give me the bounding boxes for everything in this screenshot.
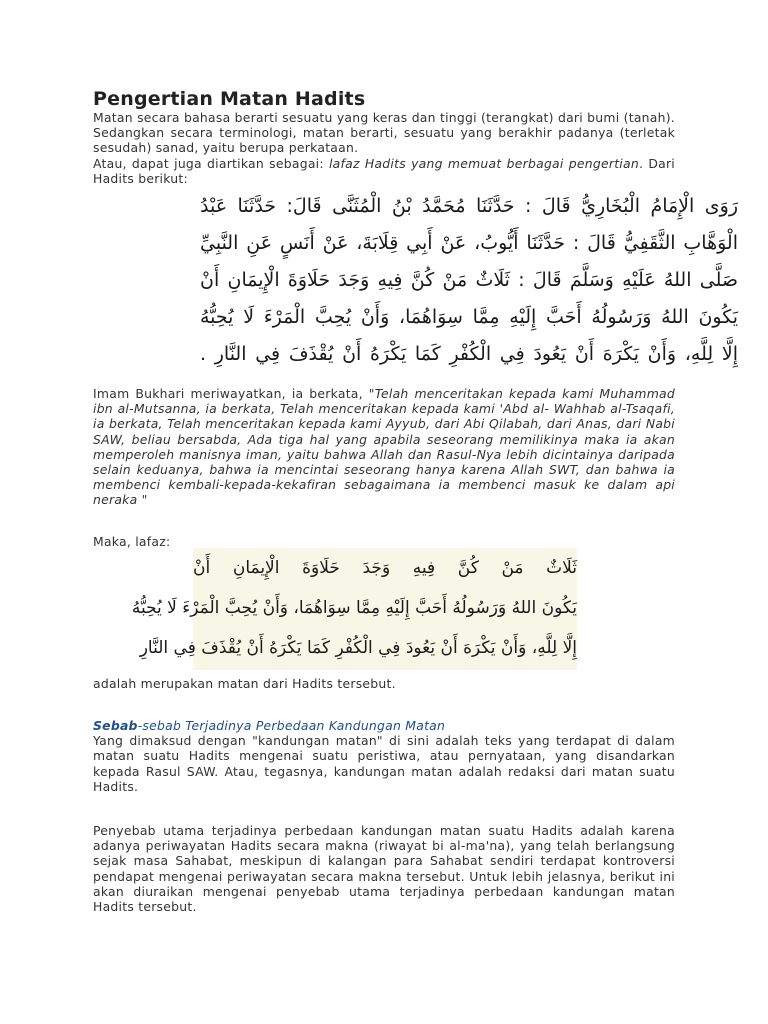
page-title: Pengertian Matan Hadits bbox=[93, 88, 366, 110]
document-page bbox=[93, 88, 675, 186]
arabic-line: صَلَّى اللهُ عَلَيْهِ وَسَلَّمَ قَالَ : ثَلَاثٌ مَنْ كُنَّ فِيهِ وَجَدَ حَلَاوَةَ الْإِيمَانِ أَنْ bbox=[200, 269, 738, 291]
alt-def-emphasis: lafaz Hadits yang memuat berbagai pengertian bbox=[328, 155, 639, 171]
translation-section bbox=[93, 386, 675, 508]
section-two bbox=[93, 718, 675, 794]
section-heading-rest: -sebab Terjadinya Perbedaan Kandungan Matan bbox=[137, 718, 446, 733]
alt-def-end: . Dari Hadits berikut: bbox=[93, 155, 675, 186]
conclusion-wrap bbox=[93, 676, 675, 691]
arabic-line: رَوَى الْإِمَامُ الْبُخَارِيُّ قَالَ : حَدَّثَنَا مُحَمَّدُ بْنُ الْمُثَنَّى قَالَ: حَدَّثَنَا عَبْدُ bbox=[200, 195, 738, 217]
translation-quote: Telah menceritakan kepada kami Muhammad ibn al-Mutsanna, ia berkata, Telah menceritakan kepada kami 'Abd al- Wahhab al-Tsaqafi, ia berkata, Telah menceritakan kepada kami Ayyub, dari Abi Qilabah, dari Anas, dari Nabi SAW, beliau bersabda, Ada tiga hal yang apabila seseorang memilikinya maka ia akan memperoleh manisnya iman, yaitu bahwa Allah dan Rasul-Nya lebih dicintainya daripada selain keduanya, bahwa ia mencintai seseorang hanya karena Allah SWT, dan bahwa ia membenci kembali-kepada-kekafiran sebagaimana ia membenci masuk ke dalam api neraka " bbox=[93, 386, 675, 508]
arabic-line: إِلَّا لِلَّهِ، وَأَنْ يَكْرَهَ أَنْ يَعُودَ فِي الْكُفْرِ كَمَا يَكْرَهُ أَنْ يُقْذَفَ فِي النَّارِ . bbox=[200, 343, 738, 365]
arabic-hadith-image bbox=[200, 188, 738, 374]
alt-def-start: Atau, dapat juga diartikan sebagai: bbox=[93, 155, 329, 171]
content-definition-paragraph: Yang dimaksud dengan "kandungan matan" di sini adalah teks yang terdapat di dalam matan suatu Hadits mengenai suatu peristiwa, atau pernyataan, yang disandarkan kepada Rasul SAW. Atau, tegasnya, kandungan matan adalah redaksi dari matan suatu Hadits. bbox=[93, 733, 675, 794]
arabic-line: ثَلَاثٌ مَنْ كُنَّ فِيهِ وَجَدَ حَلَاوَةَ الْإِيمَانِ أَنْ bbox=[193, 558, 577, 578]
section-heading bbox=[93, 718, 675, 733]
lafaz-label-wrap bbox=[93, 534, 675, 549]
conclusion-paragraph: adalah merupakan matan dari Hadits tersebut. bbox=[93, 676, 396, 691]
definition-paragraph: Matan secara bahasa berarti sesuatu yang keras dan tinggi (terangkat) dari bumi (tanah). Sedangkan secara terminologi, matan berarti, sesuatu yang berakhir padanya (terletak sesudah) sanad, yaitu berupa perkataan. bbox=[93, 110, 675, 156]
section-heading-first: Sebab bbox=[93, 718, 138, 733]
arabic-matan-image bbox=[131, 548, 577, 670]
lafaz-label: Maka, lafaz: bbox=[93, 534, 171, 549]
arabic-line: يَكُونَ اللهُ وَرَسُولُهُ أَحَبَّ إِلَيْهِ مِمَّا سِوَاهُمَا، وَأَنْ يُحِبَّ الْمَرْءَ لَا يُحِبُّهُ bbox=[200, 306, 738, 328]
arabic-line: الْوَهَّابِ الثَّقَفِيُّ قَالَ : حَدَّثَنَا أَيُّوبُ، عَنْ أَبِي قِلَابَةَ، عَنْ أَنَسٍ عَنِ النَّبِيِّ bbox=[200, 232, 738, 254]
section-three bbox=[93, 823, 675, 914]
translation-start: Imam Bukhari meriwayatkan, ia berkata, " bbox=[93, 386, 375, 401]
cause-paragraph: Penyebab utama terjadinya perbedaan kandungan matan suatu Hadits adalah karena adanya periwayatan Hadits secara makna (riwayat bi al-ma'na), yang telah berlangsung sejak masa Sahabat, meskipun di kalangan para Sahabat sendiri terdapat kontroversi pendapat mengenai periwayatan secara makna tersebut. Untuk lebih jelasnya, berikut ini akan diuraikan mengenai penyebab utama terjadinya perbedaan kandungan matan Hadits tersebut. bbox=[93, 823, 675, 915]
alternate-definition-paragraph bbox=[93, 156, 675, 186]
arabic-line: إِلَّا لِلَّهِ، وَأَنْ يَكْرَهَ أَنْ يَعُودَ فِي الْكُفْرِ كَمَا يَكْرَهُ أَنْ يُقْذَفَ فِي النَّارِ bbox=[139, 638, 577, 658]
translation-paragraph bbox=[93, 386, 675, 508]
arabic-line: يَكُونَ اللهُ وَرَسُولُهُ أَحَبَّ إِلَيْهِ مِمَّا سِوَاهُمَا، وَأَنْ يُحِبَّ الْمَرْءَ لَا يُحِبُّهُ bbox=[131, 598, 577, 618]
